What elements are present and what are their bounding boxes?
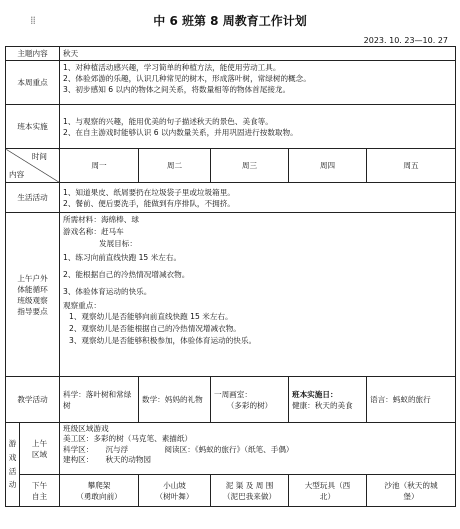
outdoor-label bbox=[6, 213, 60, 377]
afternoon-wed bbox=[211, 475, 289, 507]
outdoor-point: 1、观察幼儿是否能够向前直线快跑 15 米左右。 bbox=[69, 312, 233, 322]
outdoor-content bbox=[60, 213, 456, 377]
outdoor-label-line: 指导要点 bbox=[17, 306, 48, 316]
afternoon-label-line: 下午 bbox=[31, 480, 48, 490]
teaching-thu bbox=[289, 377, 367, 423]
outdoor-materials: 所需材料：海绵棒、球 bbox=[63, 215, 139, 224]
day-header-mon: 周一 bbox=[60, 149, 139, 183]
teaching-fri: 语言：蚂蚁的旅行 bbox=[367, 377, 456, 423]
day-header-tue: 周二 bbox=[139, 149, 211, 183]
weekly-plan-table bbox=[5, 46, 456, 507]
afternoon-line: 小山坡 bbox=[163, 480, 186, 490]
teaching-wed bbox=[211, 377, 289, 423]
theme-label: 主题内容 bbox=[6, 47, 60, 61]
outdoor-points-title: 观察重点： bbox=[63, 300, 101, 310]
afternoon-line: 北） bbox=[319, 491, 336, 501]
morning-label bbox=[20, 423, 60, 475]
morning-line: 班级区域游戏 bbox=[63, 424, 109, 433]
outdoor-label-line: 体能循环 bbox=[17, 284, 48, 294]
outdoor-game-name: 游戏名称：赶马车 bbox=[63, 226, 124, 236]
header-corner bbox=[6, 149, 60, 183]
outdoor-label-line: 上午户外 bbox=[17, 273, 48, 283]
game-label-char: 戏 bbox=[8, 452, 17, 462]
morning-line: 建构区： 秋天的动物园 bbox=[63, 454, 152, 464]
day-header-thu: 周四 bbox=[289, 149, 367, 183]
morning-line: 科学区： 沉与浮 阅读区：《蚂蚁的旅行》（纸笔、手偶） bbox=[63, 444, 294, 454]
afternoon-line: （树叶舞） bbox=[155, 491, 194, 501]
game-label-char: 活 bbox=[8, 466, 17, 476]
afternoon-label-line: 自主 bbox=[31, 491, 48, 501]
page-title: 中 6 班第 8 周教育工作计划 bbox=[153, 14, 307, 28]
game-label bbox=[6, 423, 20, 507]
class-practice-line: 2、在自主游戏时能够认识 6 以内数量关系，并用巩固进行按数取物。 bbox=[63, 127, 298, 137]
corner-content-label: 内容 bbox=[9, 170, 25, 179]
game-label-char: 动 bbox=[8, 480, 17, 490]
outdoor-point: 2、观察幼儿是否能根据自己的冷热情况增减衣物。 bbox=[69, 324, 241, 334]
outdoor-point: 3、观察幼儿是否能够积极参加，体验体育运动的快乐。 bbox=[69, 335, 257, 345]
life-line: 2、餐前、便后要洗手，能做到有序排队，不拥挤。 bbox=[63, 198, 235, 208]
teaching-mon: 科学：落叶树和常绿树 bbox=[60, 377, 139, 423]
class-practice-label: 班本实施 bbox=[6, 105, 60, 149]
morning-content bbox=[60, 423, 456, 475]
life-label: 生活活动 bbox=[6, 183, 60, 213]
focus-line: 1、对种植活动感兴趣，学习简单的种植方法，能使用劳动工具。 bbox=[63, 63, 281, 72]
teaching-thu-line: 健康：秋天的美食 bbox=[292, 400, 353, 410]
focus-content bbox=[60, 61, 456, 105]
outdoor-goal: 2、能根据自己的冷热情况增减衣物。 bbox=[63, 270, 190, 280]
date-range: 2023. 10. 23—10. 27 bbox=[363, 36, 448, 45]
game-label-char: 游 bbox=[8, 439, 17, 449]
class-practice-line: 1、与观察的兴趣，能用优美的句子描述秋天的景色、美食等。 bbox=[63, 116, 273, 126]
teaching-wed-line: 一周画室： bbox=[214, 389, 252, 399]
teaching-thu-title: 班本实施日： bbox=[292, 389, 338, 399]
life-line: 1、知道果皮、纸屑要扔在垃圾袋子里或垃圾箱里。 bbox=[63, 187, 235, 197]
afternoon-fri bbox=[367, 475, 456, 507]
afternoon-tue bbox=[139, 475, 211, 507]
outdoor-goal: 1、练习向前直线快跑 15 米左右。 bbox=[63, 253, 182, 263]
afternoon-thu bbox=[289, 475, 367, 507]
outdoor-goal-title: 发展目标： bbox=[99, 238, 137, 248]
outdoor-label-line: 班级观察 bbox=[17, 295, 48, 305]
afternoon-line: （泥巴我来做） bbox=[222, 491, 277, 501]
afternoon-line: 泥 渠 及 周 围 bbox=[225, 480, 274, 490]
afternoon-line: （勇敢向前） bbox=[76, 491, 122, 501]
focus-label: 本周重点 bbox=[6, 61, 60, 105]
day-header-fri: 周五 bbox=[367, 149, 456, 183]
afternoon-label bbox=[20, 475, 60, 507]
focus-line: 3、初步感知 6 以内的物体之间关系，将数量相等的物体首尾接龙。 bbox=[63, 85, 291, 94]
corner-time-label: 时间 bbox=[31, 152, 47, 161]
afternoon-mon bbox=[60, 475, 139, 507]
teaching-label: 教学活动 bbox=[6, 377, 60, 423]
class-practice-content bbox=[60, 105, 456, 149]
afternoon-line: 沙池（秋天的城 bbox=[384, 480, 438, 490]
teaching-tue: 数学：妈妈的礼物 bbox=[139, 377, 211, 423]
afternoon-line: 攀爬架 bbox=[87, 480, 111, 490]
teaching-wed-line: （多彩的树） bbox=[226, 400, 273, 410]
life-content bbox=[60, 183, 456, 213]
theme-value: 秋天 bbox=[60, 47, 456, 61]
drag-handle-icon[interactable]: ⁞⁞ bbox=[30, 14, 35, 27]
morning-label-line: 上午 bbox=[31, 438, 48, 448]
afternoon-line: 大型玩具（西 bbox=[304, 480, 351, 490]
day-header-wed: 周三 bbox=[211, 149, 289, 183]
outdoor-goal: 3、体验体育运动的快乐。 bbox=[63, 286, 152, 296]
afternoon-line: 堡） bbox=[403, 491, 419, 501]
morning-label-line: 区域 bbox=[31, 449, 48, 459]
focus-line: 2、体验郊游的乐趣，认识几种常见的树木，形成落叶树，常绿树的概念。 bbox=[63, 74, 311, 83]
morning-line: 美工区：多彩的树（马克笔、素描纸） bbox=[63, 434, 193, 444]
